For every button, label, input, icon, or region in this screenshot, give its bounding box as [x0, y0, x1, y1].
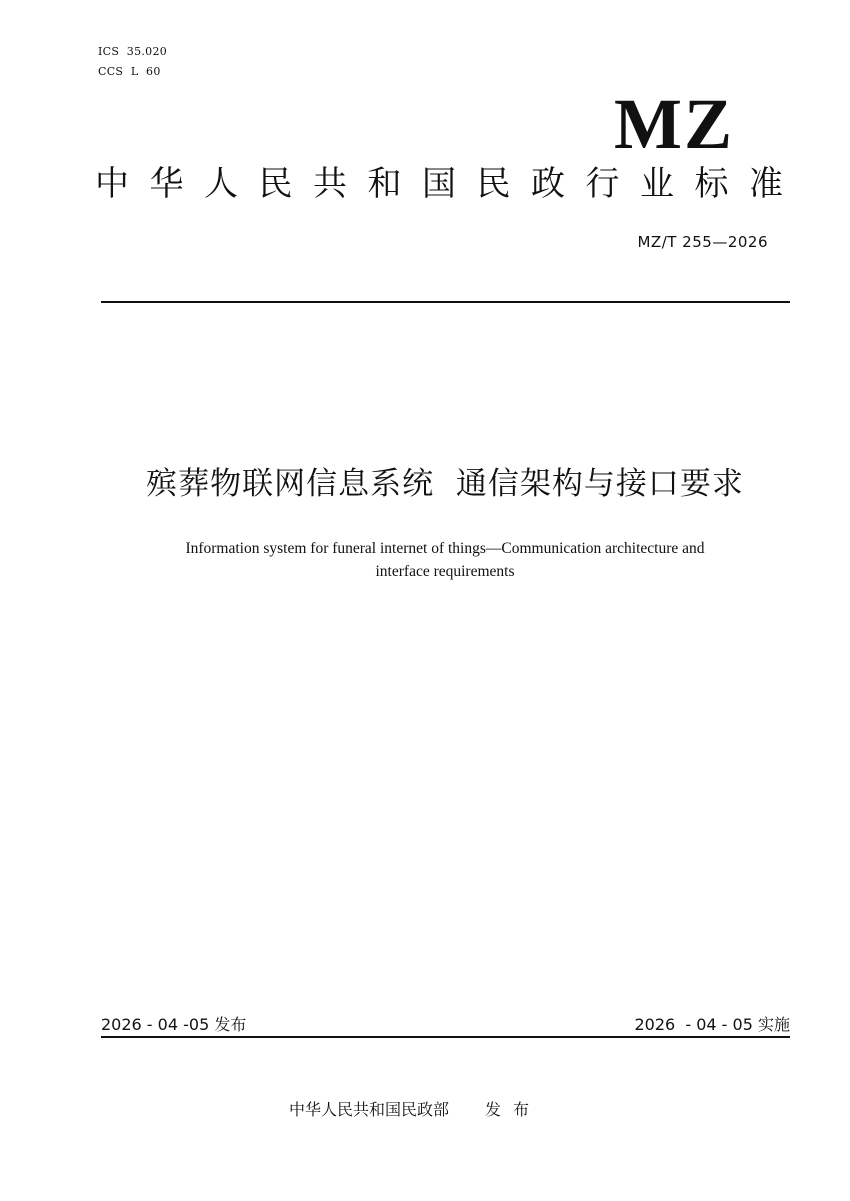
standard-number: MZ/T 255—2026 — [637, 233, 768, 251]
bottom-divider — [101, 1036, 790, 1038]
title-en-line-2: interface requirements — [375, 563, 515, 580]
ics-code: ICS 35.020 — [98, 45, 168, 58]
effective-date: 2026 - 04 - 05 实施 — [634, 1015, 790, 1034]
issuer-action: 发布 — [485, 1100, 542, 1119]
top-divider — [101, 301, 790, 303]
standard-logo: MZ — [614, 84, 734, 164]
classification-codes — [98, 42, 167, 82]
ccs-code: CCS L 60 — [98, 65, 161, 78]
issuing-authority — [289, 1100, 541, 1120]
issue-date: 2026 - 04 -05 发布 — [101, 1015, 247, 1034]
standard-category: 中华人民共和国民政行业标准 — [95, 164, 804, 204]
document-title-en — [100, 537, 790, 583]
document-title-zh: 殡葬物联网信息系统 通信架构与接口要求 — [146, 466, 744, 502]
issuer-name: 中华人民共和国民政部 — [289, 1100, 450, 1119]
title-en-line-1: Information system for funeral internet of things—Communication architecture and — [185, 540, 705, 557]
